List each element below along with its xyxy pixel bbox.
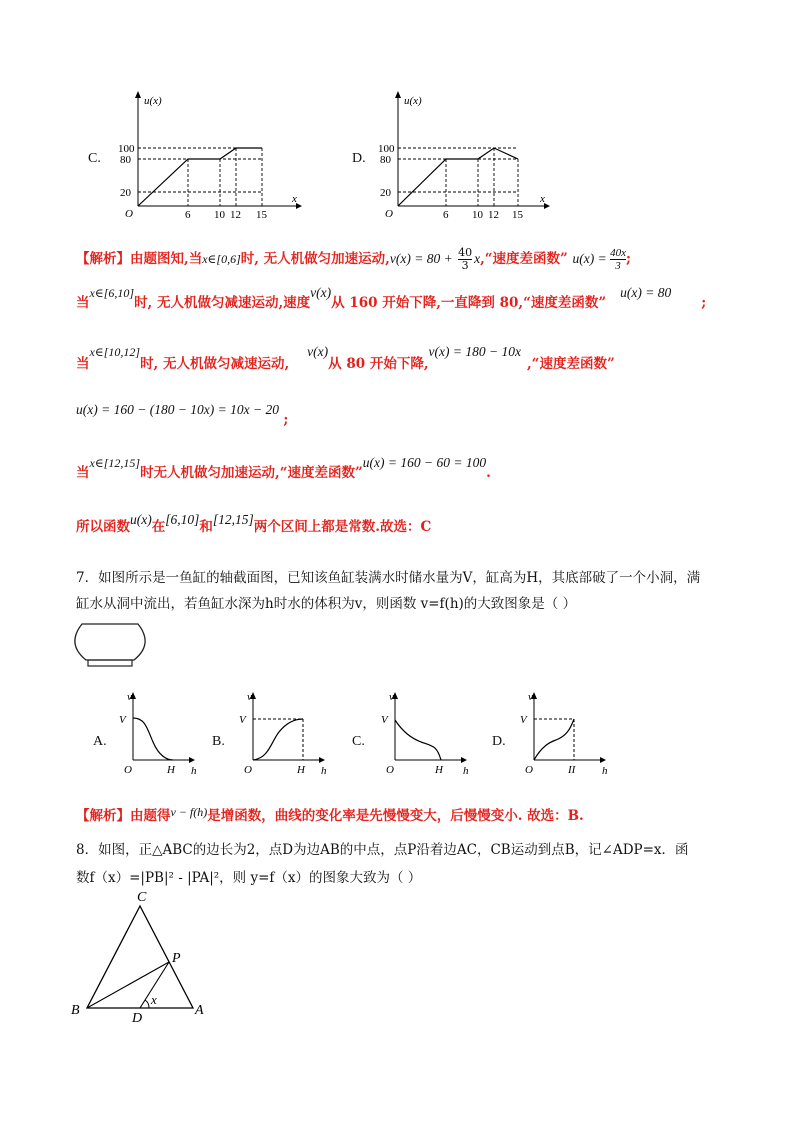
svg-text:h: h bbox=[321, 765, 327, 777]
svg-text:20: 20 bbox=[380, 187, 391, 199]
svg-text:12: 12 bbox=[230, 209, 241, 221]
svg-text:H: H bbox=[167, 764, 175, 776]
svg-text:O: O bbox=[124, 764, 132, 776]
svg-text:D: D bbox=[132, 1011, 143, 1026]
q7-line-2: 缸水从洞中流出，若鱼缸水深为h时水的体积为v，则函数 v=f(h)的大致图象是（ ） bbox=[76, 596, 577, 612]
analysis-line-6: 所以函数u(x)在[6,10]和[12,15]两个区间上都是常数.故选：C bbox=[76, 512, 432, 535]
svg-text:O: O bbox=[525, 764, 533, 776]
svg-text:O: O bbox=[385, 208, 393, 220]
option-d-label: D. bbox=[352, 151, 366, 166]
svg-text:V: V bbox=[239, 714, 246, 726]
svg-text:100: 100 bbox=[378, 143, 395, 155]
svg-text:v: v bbox=[389, 691, 394, 703]
analysis-line-2: 当x∈[6,10]时, 无人机做匀减速运动,速度v(x)从 160 开始下降,一直降到 80,“速度差函数”u(x) = 80; bbox=[76, 285, 707, 311]
q8-line-2: 数f（x）=|PB|² - |PA|²，则 y=f（x）的图象大致为（ ） bbox=[76, 870, 422, 886]
svg-text:15: 15 bbox=[512, 209, 523, 221]
q7-line-1: 7．如图所示是一鱼缸的轴截面图，已知该鱼缸装满水时储水量为V，缸高为H，其底部破了一个小洞，满 bbox=[76, 570, 701, 586]
svg-text:H: H bbox=[435, 764, 443, 776]
svg-text:10: 10 bbox=[472, 209, 483, 221]
graph-d bbox=[378, 88, 563, 224]
svg-text:x: x bbox=[151, 992, 157, 1007]
svg-text:20: 20 bbox=[120, 187, 131, 199]
graph-c bbox=[118, 88, 303, 224]
q7-analysis: 【解析】由题得v − f(h)是增函数，曲线的变化率是先慢慢变大，后慢慢变小. 故选：B. bbox=[76, 805, 584, 824]
svg-text:6: 6 bbox=[185, 209, 191, 221]
svg-text:15: 15 bbox=[256, 209, 267, 221]
q8-line-1: 8．如图，正△ABC的边长为2，点D为边AB的中点，点P沿着边AC，CB运动到点B，记∠ADP=x．函 bbox=[76, 842, 689, 858]
svg-text:V: V bbox=[520, 714, 527, 726]
svg-text:u(x): u(x) bbox=[404, 95, 422, 107]
analysis-line-1: 【解析】由题图知,当x∈[0,6]时, 无人机做匀加速运动,v(x) = 80 + $\frac{40}{3}$ x,“速度差函数” u(x) = $\frac{40x}{3}$ ; bbox=[76, 246, 631, 272]
svg-text:80: 80 bbox=[120, 154, 131, 166]
q7-graph-d bbox=[516, 690, 608, 778]
svg-text:x: x bbox=[292, 193, 297, 205]
svg-text:100: 100 bbox=[118, 143, 135, 155]
svg-text:v: v bbox=[528, 691, 533, 703]
q7-graph-c bbox=[377, 690, 469, 778]
svg-text:H: H bbox=[297, 764, 305, 776]
svg-text:V: V bbox=[119, 714, 126, 726]
svg-text:V: V bbox=[381, 714, 388, 726]
svg-text:v: v bbox=[127, 691, 132, 703]
option-c-label: C. bbox=[88, 151, 101, 166]
svg-text:h: h bbox=[602, 765, 608, 777]
q7-option-c: C. bbox=[352, 734, 365, 749]
q7-graph-a bbox=[115, 690, 195, 778]
y-axis-label: u(x) bbox=[144, 95, 162, 107]
triangle-diagram bbox=[66, 886, 216, 1026]
svg-text:v: v bbox=[247, 691, 252, 703]
q7-option-d: D. bbox=[492, 734, 506, 749]
q7-option-a: A. bbox=[93, 734, 107, 749]
q7-graph-b bbox=[235, 690, 325, 778]
svg-text:C: C bbox=[137, 890, 147, 905]
svg-text:A: A bbox=[195, 1003, 204, 1018]
analysis-line-4: u(x) = 160 − (180 − 10x) = 10x − 20 ; bbox=[76, 402, 289, 428]
svg-text:x: x bbox=[540, 193, 545, 205]
svg-text:6: 6 bbox=[443, 209, 449, 221]
analysis-line-3: 当x∈[10,12]时, 无人机做匀减速运动,v(x)从 80 开始下降,v(x) = 180 − 10x,“速度差函数” bbox=[76, 344, 615, 372]
svg-text:h: h bbox=[463, 765, 469, 777]
svg-text:O: O bbox=[244, 764, 252, 776]
q7-option-b: B. bbox=[212, 734, 225, 749]
svg-text:h: h bbox=[191, 765, 197, 777]
svg-text:B: B bbox=[71, 1003, 80, 1018]
svg-text:II: II bbox=[568, 764, 576, 776]
svg-text:10: 10 bbox=[214, 209, 225, 221]
svg-text:P: P bbox=[172, 951, 181, 966]
svg-text:O: O bbox=[386, 764, 394, 776]
fish-tank-icon bbox=[74, 620, 146, 674]
graph-d-curve bbox=[398, 148, 518, 206]
analysis-line-5: 当x∈[12,15]时无人机做匀加速运动,“速度差函数”u(x) = 160 − 60 = 100. bbox=[76, 455, 491, 481]
svg-text:12: 12 bbox=[488, 209, 499, 221]
svg-text:80: 80 bbox=[380, 154, 391, 166]
svg-text:O: O bbox=[125, 208, 133, 220]
graph-c-curve bbox=[138, 148, 262, 206]
